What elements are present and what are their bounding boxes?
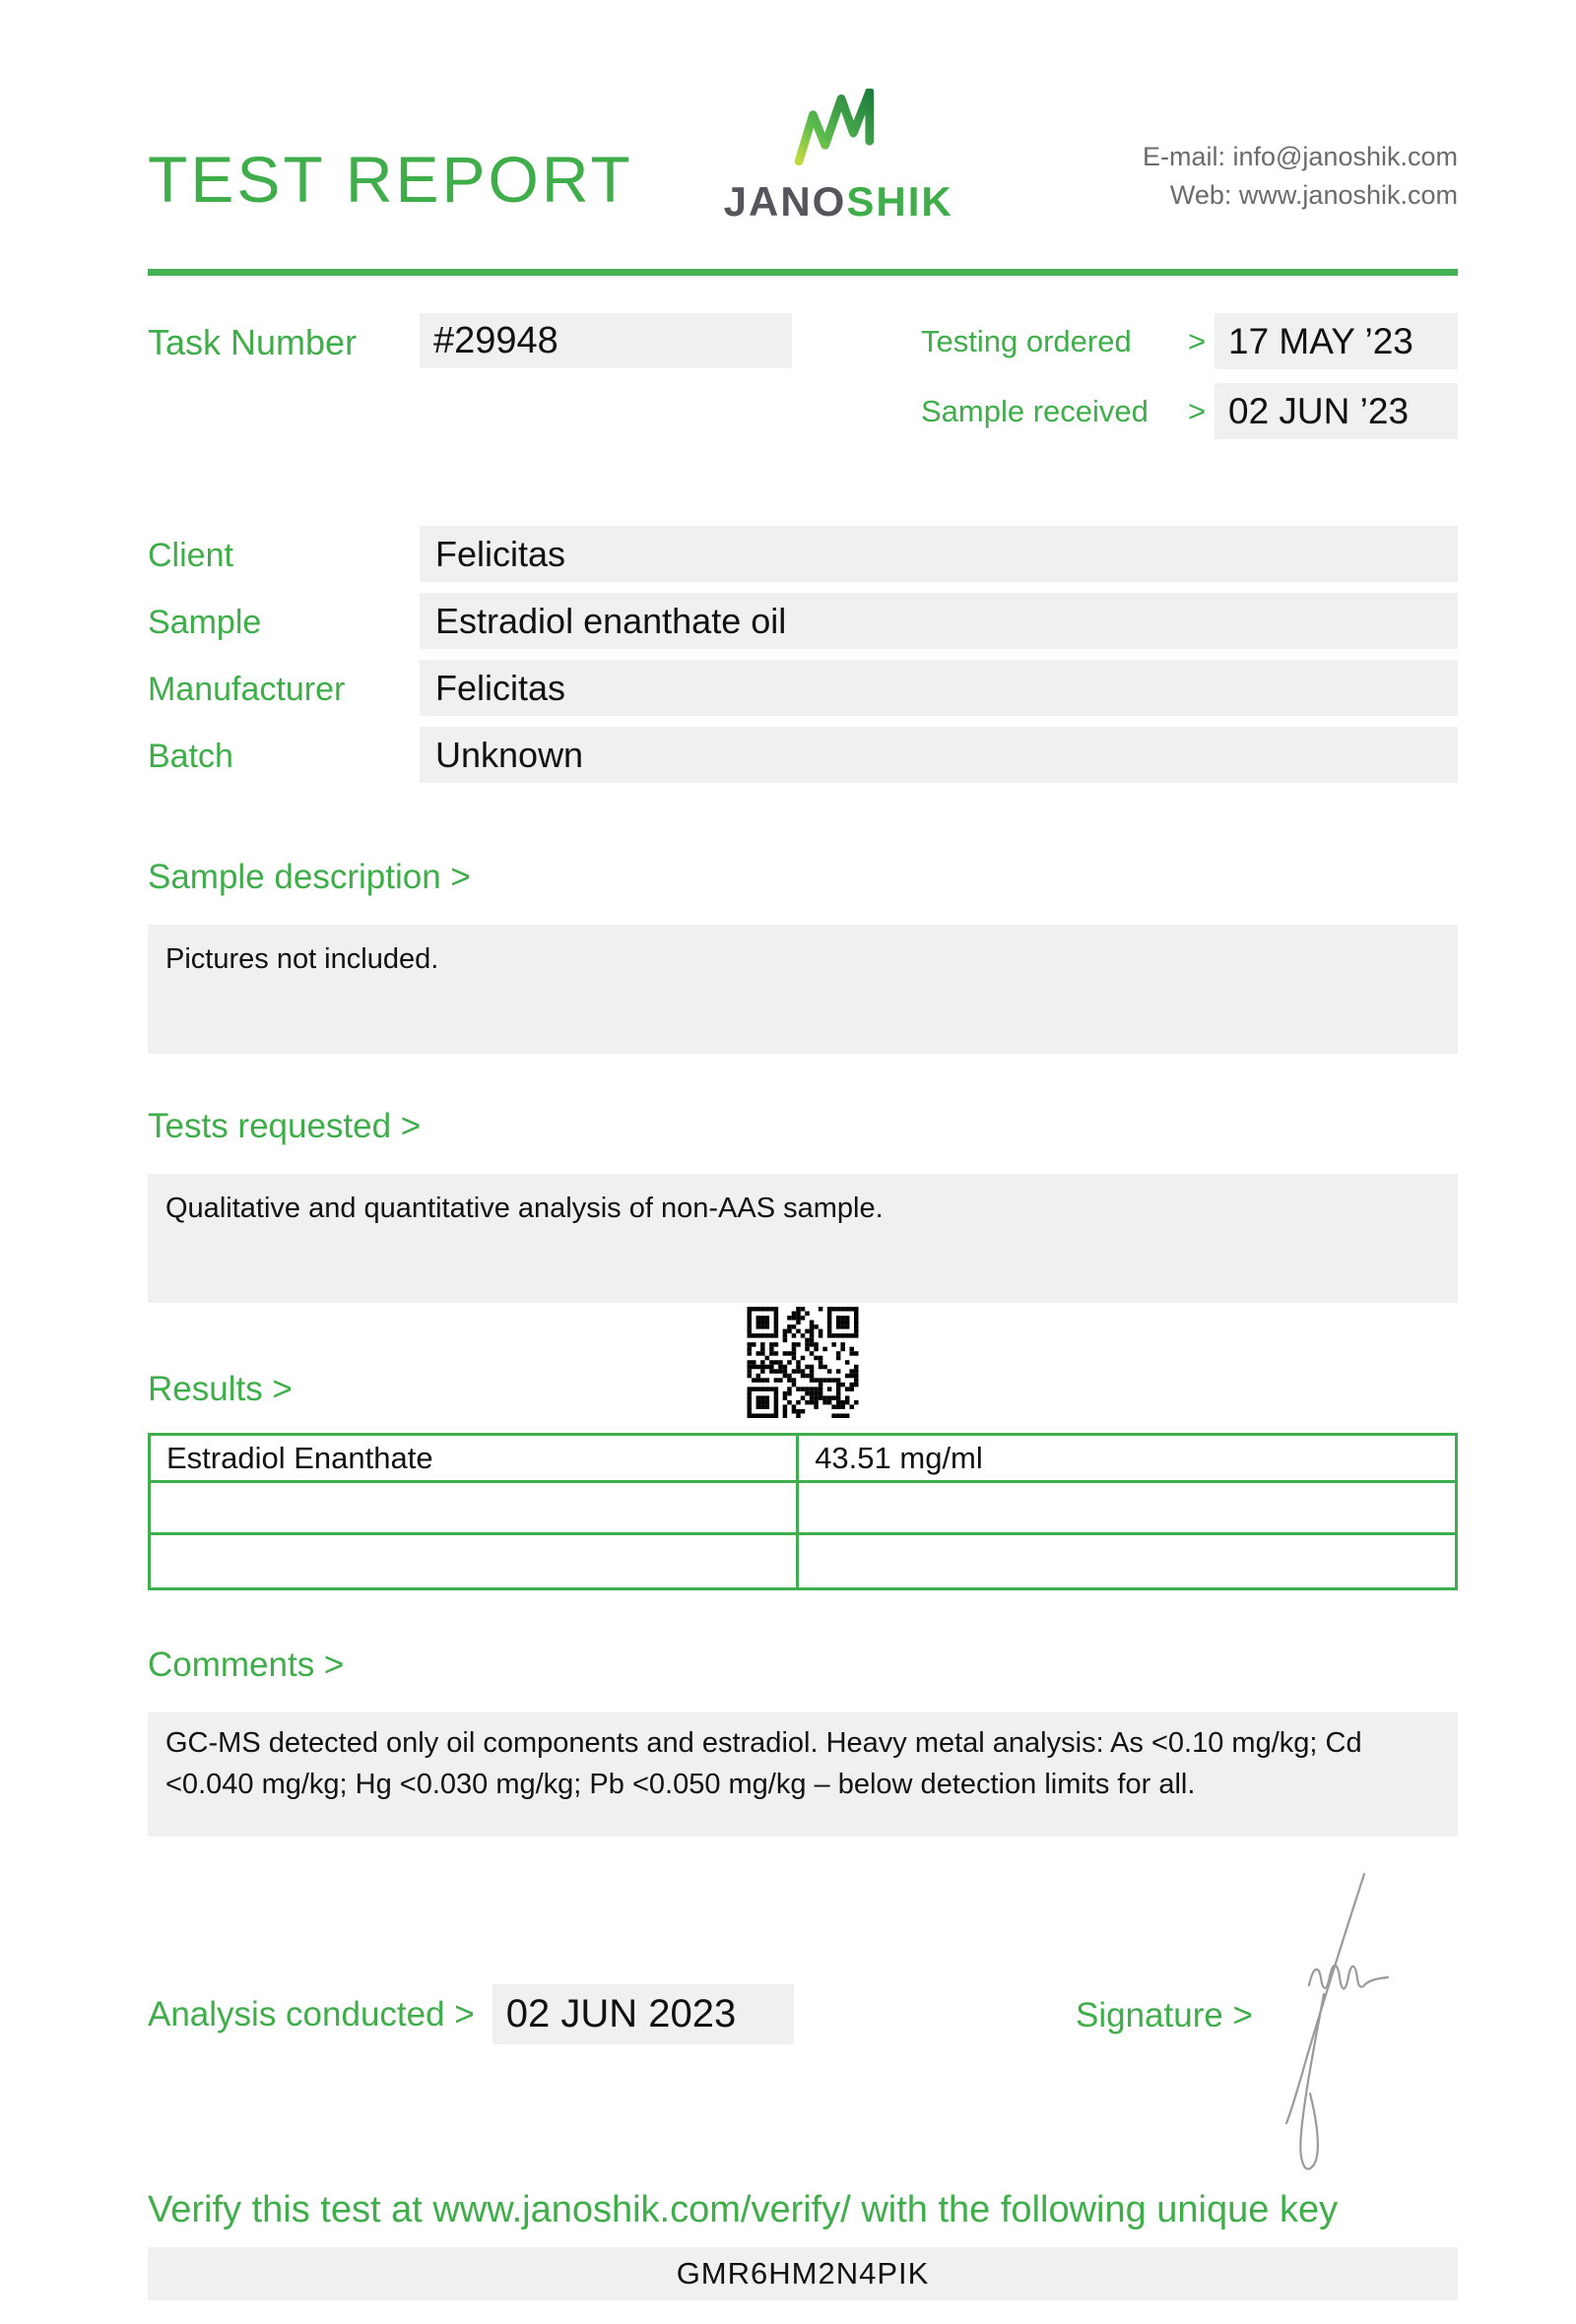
comments-heading: Comments > — [148, 1646, 345, 1684]
contact-block — [1143, 138, 1458, 215]
client-row — [148, 526, 1458, 582]
result-substance: Estradiol Enanthate — [150, 1435, 798, 1482]
contact-web: Web: www.janoshik.com — [1169, 180, 1458, 211]
report-header — [148, 87, 1458, 226]
result-concentration — [798, 1482, 1457, 1534]
logo-wordmark — [724, 178, 953, 226]
report-footer — [148, 1984, 1458, 2045]
task-number-label: Task Number — [148, 322, 358, 362]
sample-received-value: 02 JUN ’23 — [1215, 383, 1458, 439]
manufacturer-value: Felicitas — [420, 660, 1458, 716]
sample-row — [148, 593, 1458, 649]
header-divider — [148, 269, 1458, 276]
results-table — [148, 1433, 1458, 1590]
testing-ordered-row — [921, 313, 1458, 369]
testing-ordered-value: 17 MAY ’23 — [1215, 313, 1458, 369]
results-header-area — [148, 1305, 1458, 1425]
handwritten-signature — [1264, 1868, 1412, 2200]
table-row — [150, 1435, 1457, 1482]
tests-requested-heading: Tests requested > — [148, 1107, 422, 1145]
table-row — [150, 1482, 1457, 1534]
comments-body: GC-MS detected only oil components and estradiol. Heavy metal analysis: As <0.10 mg/kg; Cd <0.040 mg/kg; Hg <0.030 mg/kg; Pb <0.050 mg/kg – below detection limits for all. — [148, 1712, 1458, 1837]
janoshik-logo — [724, 89, 953, 226]
result-substance — [150, 1534, 798, 1589]
sample-received-row — [921, 383, 1458, 439]
results-heading: Results > — [148, 1370, 293, 1408]
task-dates-row — [148, 313, 1458, 439]
unique-key-value: GMR6HM2N4PIK — [148, 2247, 1458, 2300]
batch-value: Unknown — [420, 727, 1458, 783]
client-value: Felicitas — [420, 526, 1458, 582]
task-number-value: #29948 — [420, 313, 792, 368]
client-label: Client — [148, 537, 233, 574]
result-concentration: 43.51 mg/ml — [798, 1435, 1457, 1482]
qr-code — [748, 1307, 859, 1418]
verify-instruction: Verify this test at www.janoshik.com/verify/ with the following unique key — [148, 2189, 1339, 2230]
tests-requested-body: Qualitative and quantitative analysis of non-AAS sample. — [148, 1174, 1458, 1303]
sample-description-heading: Sample description > — [148, 858, 471, 896]
dates-block — [921, 313, 1458, 439]
batch-row — [148, 727, 1458, 783]
sample-description-body: Pictures not included. — [148, 925, 1458, 1054]
table-row — [150, 1534, 1457, 1589]
result-substance — [150, 1482, 798, 1534]
testing-ordered-label: Testing ordered — [921, 323, 1132, 358]
manufacturer-row — [148, 660, 1458, 716]
growth-chart-icon — [789, 89, 887, 174]
batch-label: Batch — [148, 738, 233, 775]
page-title: TEST REPORT — [148, 143, 633, 216]
sample-meta-fields — [148, 526, 1458, 783]
analysis-conducted-label: Analysis conducted > — [148, 1994, 475, 2034]
result-concentration — [798, 1534, 1457, 1589]
logo-shik: SHIK — [846, 178, 953, 225]
analysis-date-value: 02 JUN 2023 — [492, 1984, 794, 2044]
sample-value: Estradiol enanthate oil — [420, 593, 1458, 649]
contact-email: E-mail: info@janoshik.com — [1142, 142, 1458, 171]
manufacturer-label: Manufacturer — [148, 671, 346, 708]
logo-jano: JANO — [723, 178, 847, 225]
arrow-glyph: > — [1187, 323, 1207, 358]
sample-received-label: Sample received — [921, 393, 1149, 428]
sample-label: Sample — [148, 604, 262, 641]
arrow-glyph: > — [1187, 393, 1207, 428]
signature-label: Signature > — [1076, 1996, 1253, 2034]
